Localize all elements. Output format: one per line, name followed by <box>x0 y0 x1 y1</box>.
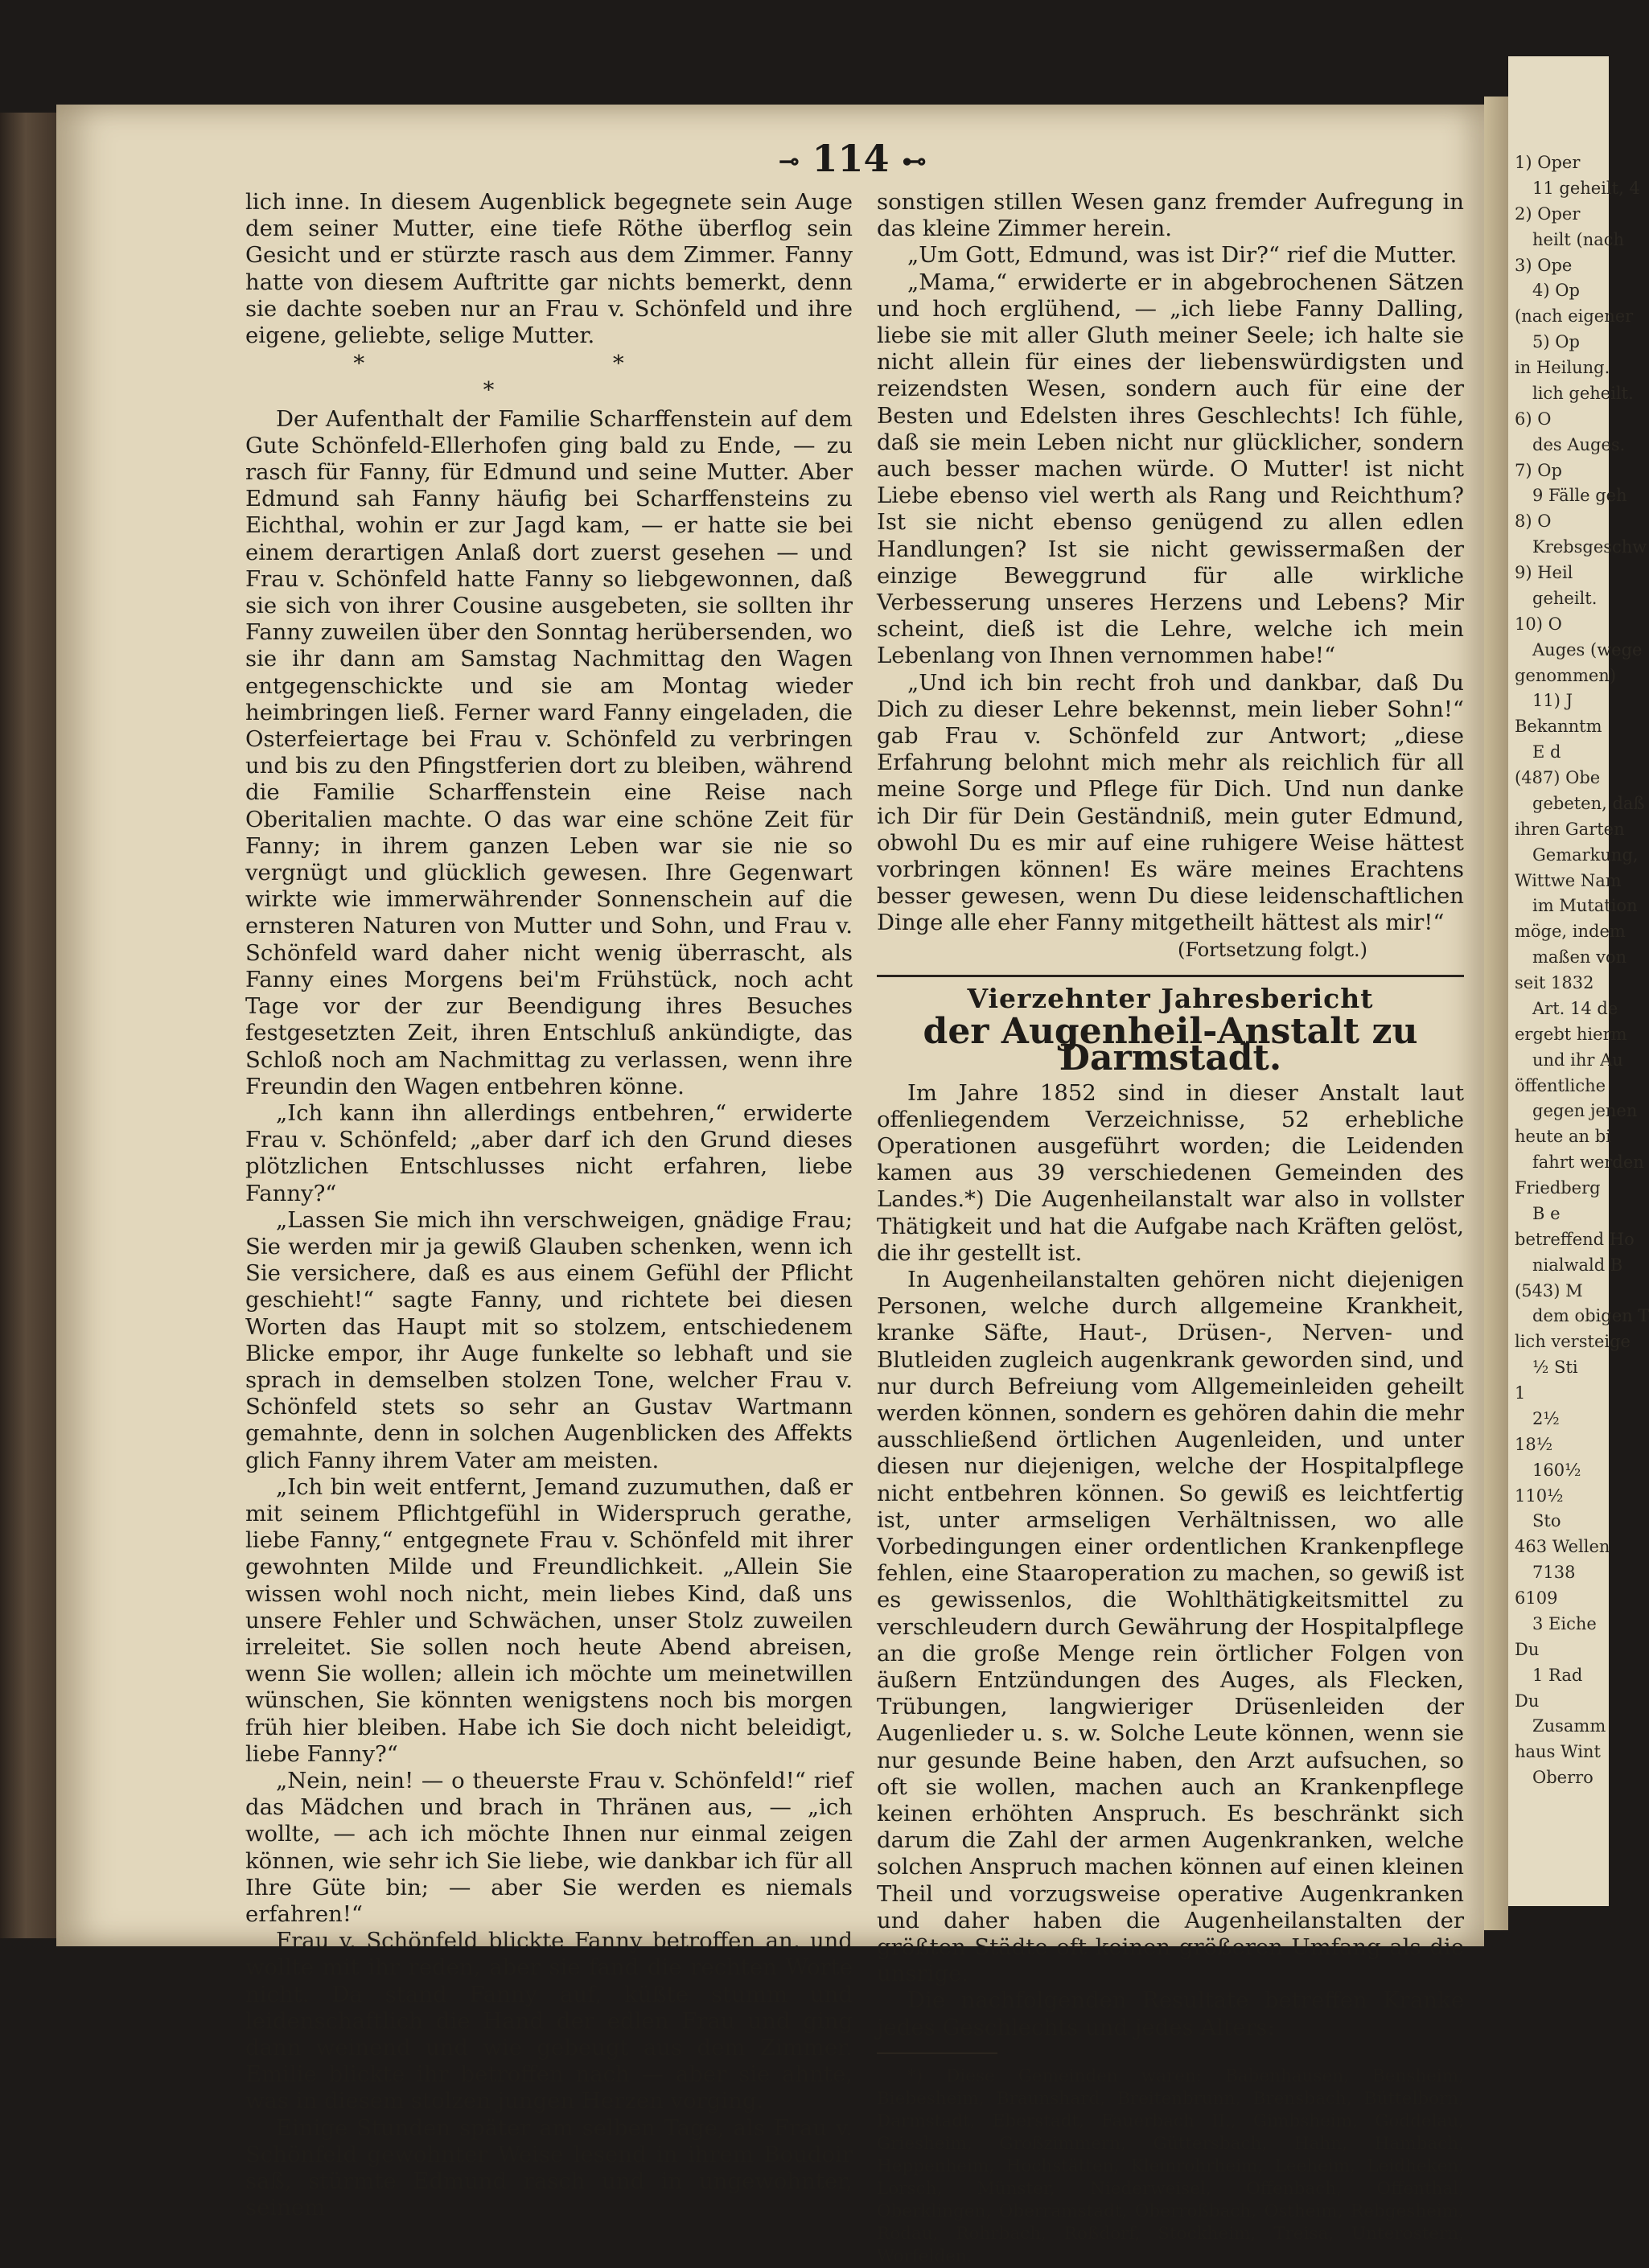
divider <box>877 975 1464 977</box>
paragraph: lich inne. In diesem Augenblick begegnete sein Auge dem seiner Mutter, eine tiefe Röthe überflog sein Gesicht und er stürzte rasch aus dem Zimmer. Fanny hatte von diesem Auftritte gar nichts bemerkt, denn sie dachte soeben nur an Frau v. Schönfeld und ihre eigene, geliebte, selige Mutter. <box>245 189 853 349</box>
fragment-line: lich geheilt. <box>1532 383 1634 403</box>
article-heading-line2: der Augenheil-Anstalt zu Darmstadt. <box>923 1011 1418 1079</box>
fragment-line: 6) O <box>1515 409 1552 429</box>
fragment-line: 6109 <box>1515 1588 1558 1608</box>
ornament-right-icon: ⊷ <box>902 147 927 176</box>
fragment-line: 160½ <box>1532 1460 1581 1480</box>
paragraph: Im Jahre 1852 sind in dieser Anstalt laut offenliegendem Verzeichnisse, 52 erhebliche Operationen ausgeführt worden; die Leidenden kamen aus 39 verschiedenen Gemeinden des Landes.*) Die Augenheilanstalt war also in vollster Thätigkeit und hat die Aufgabe nach Kräften gelöst, die ihr gestellt ist. <box>877 1079 1464 1266</box>
fragment-line: 110½ <box>1515 1485 1564 1506</box>
fragment-line: Du <box>1515 1691 1540 1711</box>
fragment-line: heilt (nach <box>1532 229 1625 249</box>
paragraph: „Ich bin weit entfernt, Jemand zuzumuthen, daß er mit seinem Pflichtgefühl in Widerspruch gerathe, liebe Fanny,“ entgegnete Frau v. Schönfeld mit ihrer gewohnten Milde und Freundlichkeit. „Allein Sie wissen wohl noch nicht, mein liebes Kind, daß uns unsere Fehler und Schwächen, unser Stolz zuweilen irreleitet. Sie sollen noch heute Abend abreisen, wenn Sie wollen; allein ich möchte um meinetwillen wünschen, Sie könnten wenigstens noch bis morgen früh hier bleiben. Habe ich Sie doch nicht beleidigt, liebe Fanny?“ <box>245 1473 853 1767</box>
fragment-line: Zusamm <box>1532 1716 1606 1736</box>
fragment-line: 1 <box>1515 1383 1526 1403</box>
fragment-line: 2½ <box>1532 1408 1560 1428</box>
fragment-line: heute an bi <box>1515 1127 1611 1147</box>
footnote-divider <box>877 2052 997 2054</box>
fragment-line: 11) J <box>1532 691 1573 711</box>
article-heading-line1: Vierzehnter Jahresbericht <box>967 982 1374 1014</box>
fragment-line: haus Wint <box>1515 1742 1601 1762</box>
fragment-line: Friedberg <box>1515 1178 1601 1198</box>
section-break-stars: * * * <box>353 351 745 404</box>
fragment-line: Sto <box>1532 1511 1561 1531</box>
fragment-line: im Mutation <box>1532 896 1638 916</box>
fragment-line: ½ Sti <box>1532 1358 1578 1378</box>
fragment-line: 4) Op <box>1532 281 1580 301</box>
fragment-line: (nach eigener <box>1515 306 1634 327</box>
fragment-line: Bekanntm <box>1515 717 1602 737</box>
fragment-line: maßen von <box>1532 947 1627 968</box>
paragraph: „Um Gott, Edmund, was ist Dir?“ rief die Mutter. <box>907 242 1458 269</box>
fragment-line: 18½ <box>1515 1434 1553 1454</box>
fragment-line: E d <box>1532 742 1561 762</box>
fragment-line: genommen) <box>1515 665 1617 685</box>
fragment-line: möge, indem <box>1515 922 1626 942</box>
fragment-line: fahrt werden <box>1532 1152 1644 1173</box>
fragment-line: des Auges. <box>1532 434 1626 454</box>
ornament-left-icon: ⊸ <box>779 147 800 176</box>
fragment-line: gegen jenen <box>1532 1101 1638 1121</box>
fragment-line: 7138 <box>1532 1563 1576 1583</box>
paragraph: „Und ich bin recht froh und dankbar, daß Du Dich zu dieser Lehre bekennst, mein lieber Sohn!“ gab Frau v. Schönfeld zur Antwort; „diese Erfahrung belohnt mich mehr als reichlich für all meine Sorge und Pflege für Dich. Und nun danke ich Dir für Dein Geständniß, mein guter Edmund, obwohl Du es mir auf eine ruhigere Weise hättest vorbringen können! Es wäre meines Erachtens besser gewesen, wenn Du diese leidenschaftlichen Dinge alle eher Fanny mitgetheilt hättest als mir!“ <box>877 669 1464 936</box>
paragraph: „Lassen Sie mich ihn verschweigen, gnädige Frau; Sie werden mir ja gewiß Glauben schenken, wenn ich Sie versichere, daß es aus einem Gefühl der Pflicht geschieht!“ sagte Fanny, und richtete bei diesen Worten das Haupt mit so stolzem, entschiedenem Blicke empor, ihr Auge funkelte so lebhaft und sie sprach in demselben stolzen Tone, welcher Frau v. Schönfeld stets so sehr an Gustav Wartmann gemahnte, denn in solchen Augenblicken des Affekts glich Fanny ihrem Vater am meisten. <box>245 1206 853 1473</box>
page-header <box>756 137 949 180</box>
fragment-line: 8) O <box>1515 512 1552 532</box>
fragment-line: 9 Fälle geh <box>1532 486 1627 506</box>
fragment-line: 10) O <box>1515 614 1562 634</box>
paragraph: Frau v. Schönfeld blickte Fanny betroffen an, und wollte mit ihr reden, aber sie fand die rechten Worte nicht. Da stand Fanny auf, küßte stumm und leidenschaftlich die Hand der edlen Frau und ging dann weinend und wie gebeugt aus dem Zimmer. Emilie blickte ihr betroffen nach — aber sie ahnte, was in diesem stolzen jungen Herzen vorging. <box>245 1928 853 2114</box>
fragment-line: betreffend Ho <box>1515 1229 1635 1249</box>
paragraph: „Ich kann ihn allerdings entbehren,“ erwiderte Frau v. Schönfeld; „aber darf ich den Grund dieses plötzlichen Entschlusses nicht erfahren, liebe Fanny?“ <box>245 1099 853 1206</box>
fragment-line: seit 1832 <box>1515 973 1594 992</box>
fragment-line: Oberro <box>1532 1768 1593 1788</box>
fragment-line: 5) Op <box>1532 332 1580 352</box>
fragment-line: (543) M <box>1515 1280 1583 1300</box>
fragment-line: gebeten, daß <box>1532 793 1645 813</box>
paragraph: Der Aufenthalt der Familie Scharffenstein auf dem Gute Schönfeld-Ellerhofen ging bald zu Ende, — zu rasch für Fanny, für Edmund und seine Mutter. Aber Edmund sah Fanny häufig bei Scharffensteins zu Eichthal, wohin er zur Jagd kam, — er hatte sie bei einem derartigen Anlaß dort zuerst gesehen — und Frau v. Schönfeld hatte Fanny so liebgewonnen, daß sie sich von ihrer Cousine ausgebeten, sie sollten ihr Fanny zuweilen über den Sonntag herübersenden, wo sie ihr dann am Samstag Nachmittag den Wagen entgegenschickte und sie am Montag wieder heimbringen ließ. Ferner ward Fanny eingeladen, die Osterfeiertage bei Frau v. Schönfeld zu verbringen und bis zu den Pfingstferien dort zu bleiben, während die Familie Scharffenstein eine Reise nach Oberitalien machte. O das war eine schöne Zeit für Fanny; in ihrem ganzen Leben war sie nie so vergnügt und glücklich gewesen. Ihre Gegenwart wirkte wie immerwährender Sonnenschein auf die ernsteren Naturen von Mutter und Sohn, und Frau v. Schönfeld ward daher nicht wenig überrascht, als Fanny eines Morgens bei'm Frühstück, noch acht Tage vor der zur Beendigung ihres Besuches festgesetzten Zeit, ihren Entschluß ankündigte, das Schloß noch am Nachmittag zu verlassen, wenn ihre Freundin den Wagen entbehren könne. <box>245 405 853 1099</box>
fragment-line: dem obigen T <box>1532 1306 1649 1326</box>
fragment-line: Krebsgeschw <box>1532 537 1647 557</box>
fragment-line: 1 Rad <box>1532 1665 1583 1685</box>
paragraph: Die nachfolgenden Resultate betreffen Kranke jedes Geschlechts und jedes Alters: <box>877 1987 1464 2040</box>
fragment-line: 1) Oper <box>1515 153 1581 172</box>
fragment-line: lich versteige <box>1515 1332 1630 1352</box>
paragraph: sonstigen stillen Wesen ganz fremder Aufregung in das kleine Zimmer herein. <box>877 189 1464 242</box>
continued-note: (Fortsetzung folgt.) <box>1178 938 1367 961</box>
fragment-line: Wittwe Nam <box>1515 870 1622 890</box>
fragment-line: geheilt. <box>1532 588 1598 608</box>
fragment-line: Art. 14 de <box>1532 998 1618 1018</box>
next-page-fragment <box>1508 56 1649 1906</box>
fragment-line: Auges (wege <box>1532 639 1643 659</box>
fragment-line: und ihr Au <box>1532 1050 1623 1070</box>
fragment-line: 7) Op <box>1515 460 1562 480</box>
page-edge <box>1484 97 1508 1930</box>
paragraph: „Mama,“ erwiderte er in abgebrochenen Sätzen und hoch erglühend, — „ich liebe Fanny Dalling, liebe sie mit aller Gluth meiner Seele; ich halte sie nicht allein für eines der liebenswürdigsten und reizendsten Wesen, sondern auch für eine der Besten und Edelsten ihres Geschlechts! Ich fühle, daß sie mein Leben nicht nur glücklicher, sondern auch besser machen würde. O Mutter! ist nicht Liebe ebenso viel werth als Rang und Reichthum? Ist sie nicht ebenso genügend zu allen edlen Handlungen? Ist sie nicht gewissermaßen der einzige Beweggrund für alle wirkliche Verbesserung unseres Herzens und Lebens? Mir scheint, dieß ist die Lehre, welche ich mein Lebenlang von Ihnen vernommen habe!“ <box>877 269 1464 669</box>
fragment-line: 11 geheilt, 4 <box>1532 178 1640 198</box>
fragment-line: 9) Heil <box>1515 563 1573 582</box>
paragraph: „Nein, nein! — o theuerste Frau v. Schönfeld!“ rief das Mädchen und brach in Thränen aus, — „ich wollte, — ach ich möchte Ihnen nur einmal zeigen können, wie sehr ich Sie liebe, wie dankbar ich für all Ihre Güte bin; — aber Sie werden es niemals erfahren!“ <box>245 1767 853 1927</box>
right-column <box>877 189 1464 2268</box>
fragment-line: öffentliche <box>1515 1075 1606 1095</box>
footnote-text: *) Diese Gemeinden waren: Babenhausen, Bensheim, Biebesheim, Braunshard, Breitenbrunn, Brensbach, Büttelborn, Darmstadt, Eberstadt, Fauerbach II., Gimbsheim, Goddelau, Griesheim, Großzimmern, Güttersbach, Hahn, Hambach, Heppenheim, Hochstätten, Kleinrohrheim, Leeheim, Leidheken, Lorsch, Münster, Niederweisel, Offenbach, Offenthal, Oberklingen, Oberramstadt, Oberroßbach, Ostheim, Rebgesheim, Rodau, Rohrbach, Roßdorf, Stockheim, Treisa, Unterostern, Worfelden. <box>877 2065 1464 2266</box>
book-binding <box>0 113 64 1938</box>
fragment-line: Gemarkung, <box>1532 844 1639 865</box>
fragment-line: ihren Garten <box>1515 819 1625 839</box>
fragment-line: 2) Oper <box>1515 203 1581 224</box>
fragment-line: Du <box>1515 1639 1540 1659</box>
footnote <box>877 2065 1464 2268</box>
fragment-line: ergebt hierm <box>1515 1024 1627 1044</box>
left-column <box>245 189 853 2221</box>
paragraph: In Augenheilanstalten gehören nicht diejenigen Personen, welche durch allgemeine Krankheit, kranke Säfte, Haut-, Drüsen-, Nerven- und Blutleiden zugleich augenkrank geworden sind, und nur durch Befreiung vom Allgemeinleiden geheilt werden können, sondern es gehören dahin die mehr ausschließend örtlichen Augenleiden, und unter diesen nur diejenigen, welche der Hospitalpflege nicht entbehren können. So gewiß es leichtfertig ist, unter armseligen Verhältnissen, wo alle Vorbedingungen einer ordentlichen Krankenpflege fehlen, eine Staaroperation zu machen, so gewiß ist es gewissenlos, die Wohlthätigkeitsmittel zu verschleudern durch Gewährung der Hospitalpflege an die große Menge rein örtlicher Folgen von äußern Entzündungen des Auges, als Flecken, Trübungen, langwieriger Drüsenleiden der Augenlieder u. s. w. Solche Leute können, wenn sie nur gesunde Beine haben, den Arzt aufsuchen, so oft sie wollen, machen auch an Krankenpflege keinen erhöhten Anspruch. Es beschränkt sich darum die Zahl der armen Augenkranken, welche solchen Anspruch machen können auf einen kleinen Theil und vorzugsweise operative Augenkranken und daher haben die Augenheilanstalten der größten Städte oft keinen größeren Umfang als die unsrige. <box>877 1266 1464 1987</box>
paragraph: Einige Stunden später am selben Tage, als Frau v. Schönfeld gewohnter Weise lesend in ihrem Boudoir saß, stürmte Edmund rasch und in ungewohnter, seinem <box>245 2114 853 2221</box>
fragment-line: (487) Obe <box>1515 768 1601 787</box>
fragment-line: 3 Eiche <box>1532 1613 1597 1633</box>
fragment-line: nialwald B <box>1532 1255 1623 1275</box>
fragment-line: in Heilung. <box>1515 358 1610 377</box>
fragment-line: 463 Wellen <box>1515 1537 1610 1557</box>
fragment-line: 3) Ope <box>1515 255 1573 275</box>
fragment-line: B e <box>1532 1203 1561 1223</box>
page-number: 114 <box>812 137 890 180</box>
